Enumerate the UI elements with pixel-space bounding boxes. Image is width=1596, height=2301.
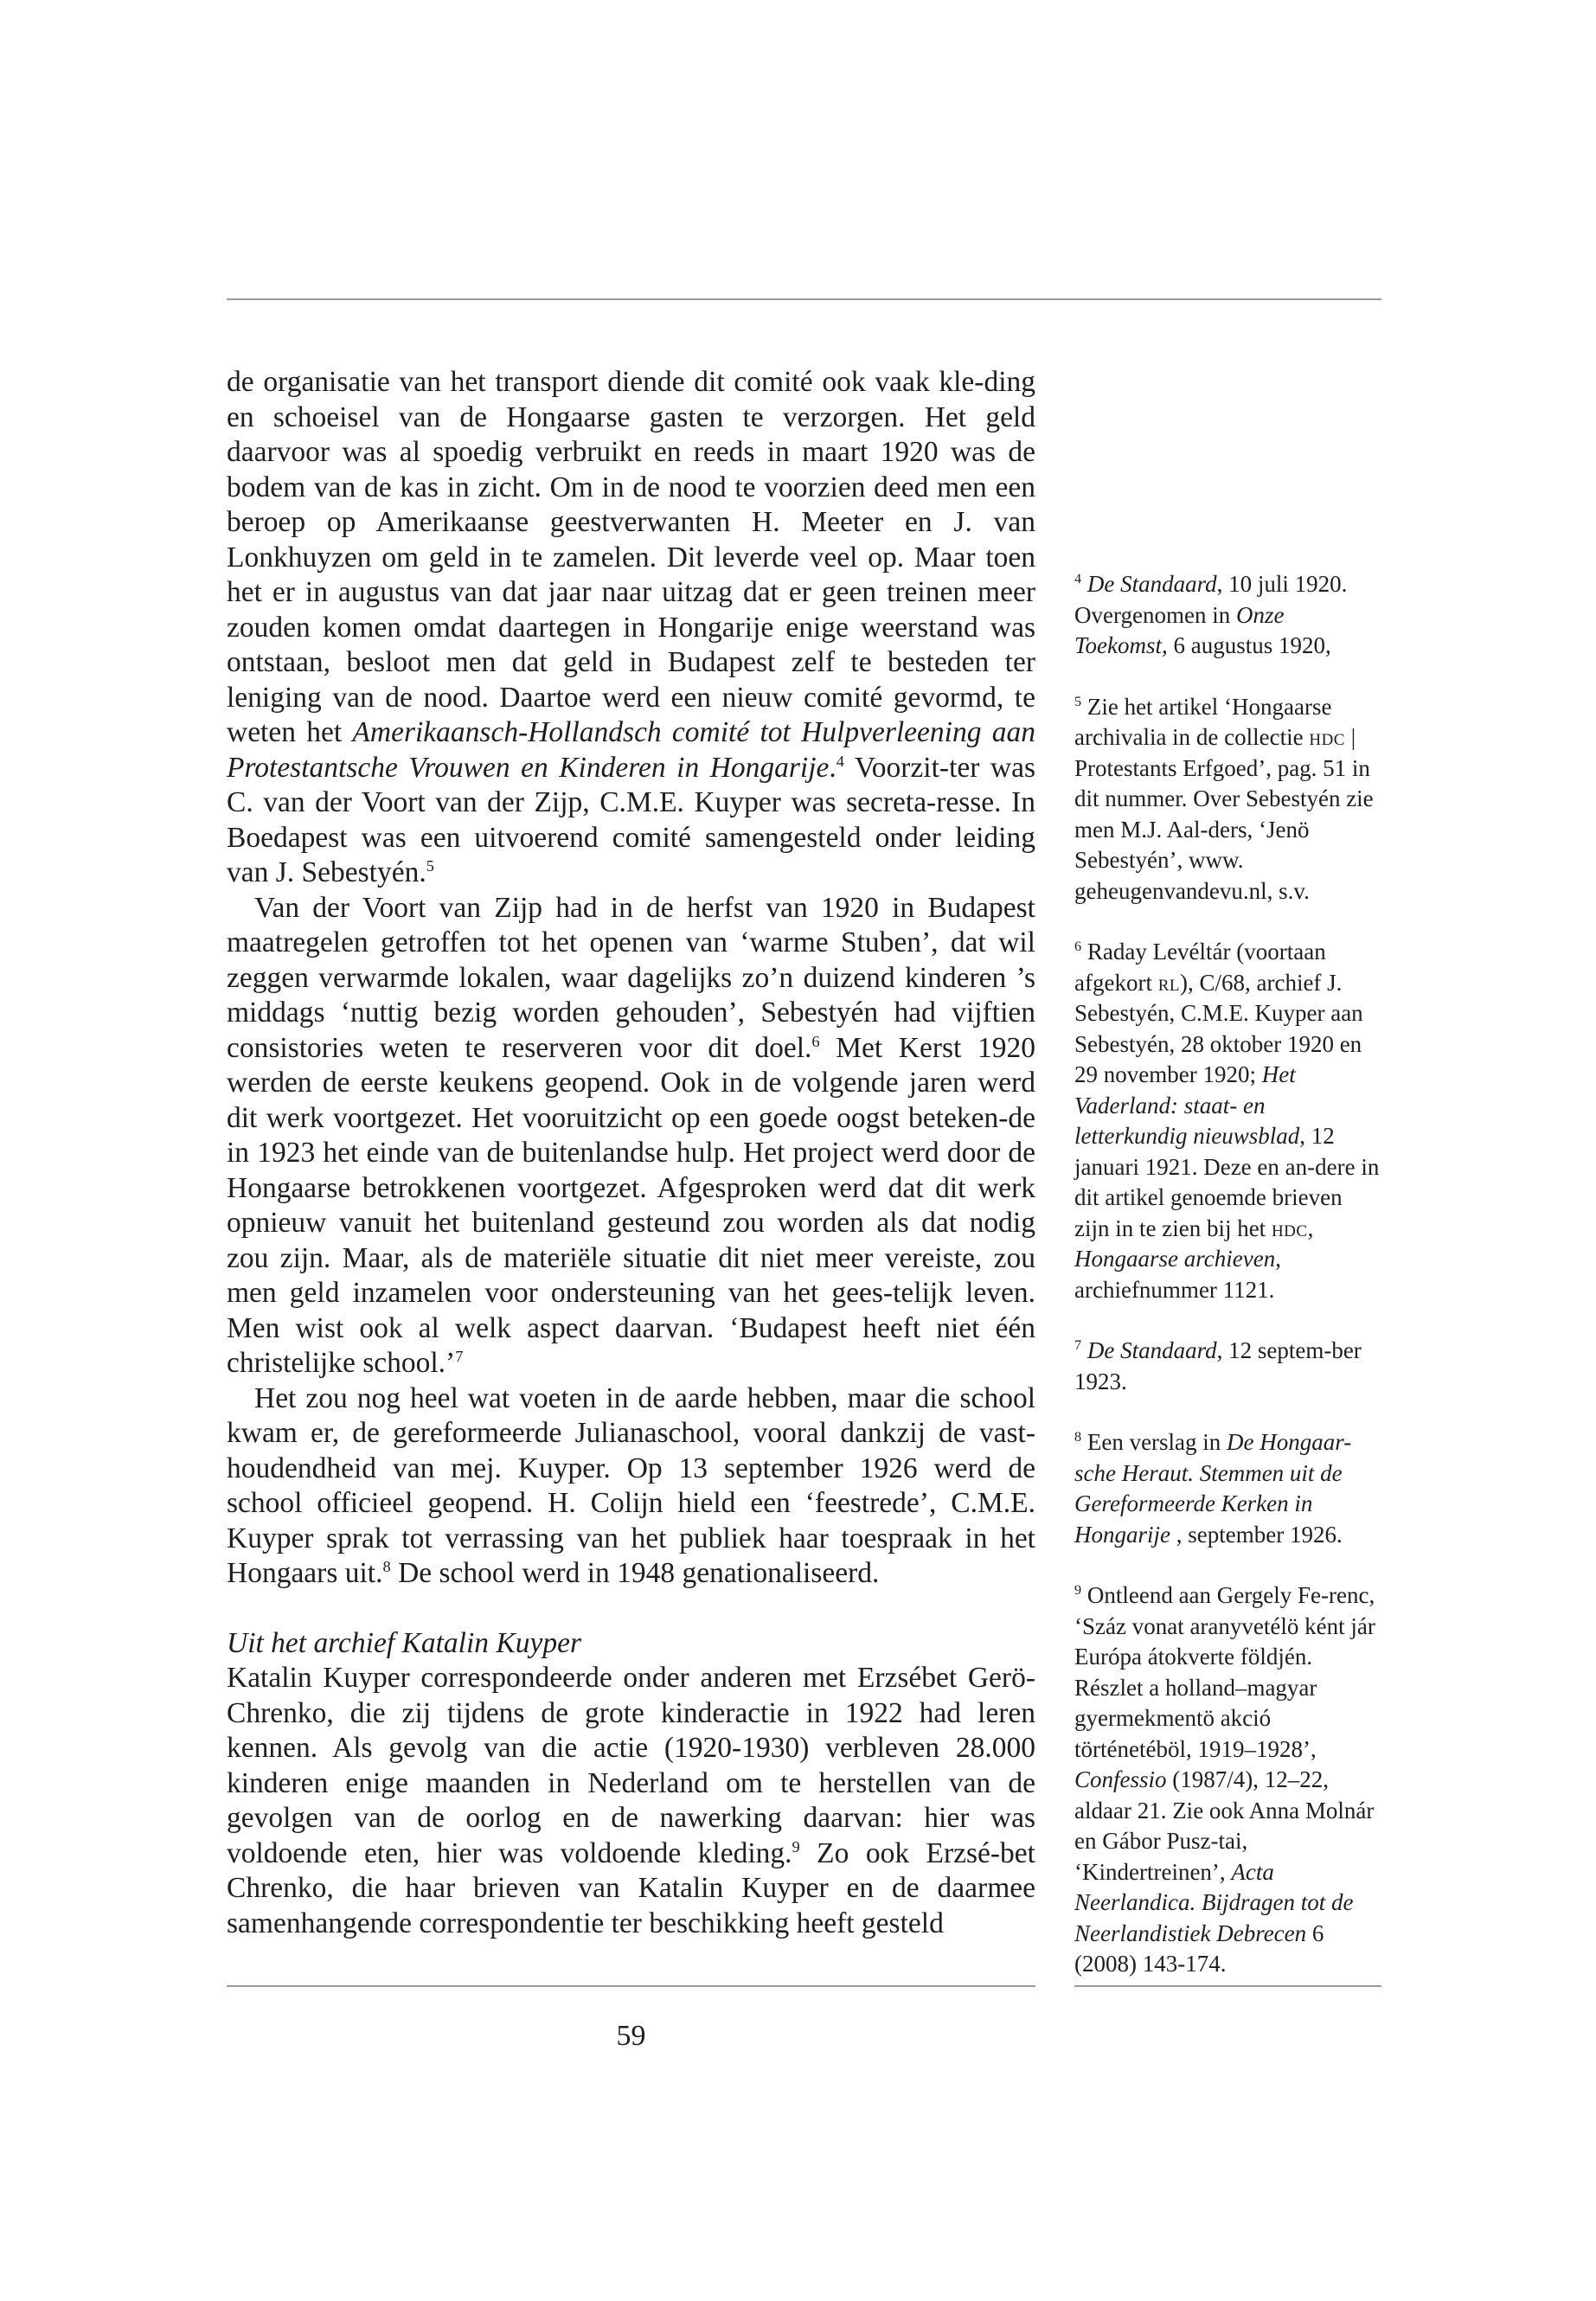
footnotes-column xyxy=(1074,569,1381,2010)
footnote-8: $^8$ Een verslag in De Hongaar-sche Heraut. Stemmen uit de Gereformeerde Kerken in Hongarije , september 1926. xyxy=(1074,1429,1352,1548)
footnote-ref-8[interactable]: 8 xyxy=(382,1557,391,1575)
committee-name: Amerikaansch-Hollandsch comité tot Hulpverleening aan Protestantsche Vrouwen en Kinderen in Hongarije xyxy=(227,716,1035,784)
paragraph-4: Katalin Kuyper correspondeerde onder anderen met Erzsébet Gerö-Chrenko, die zij tijdens de grote kinderactie in 1922 had leren kennen. Als gevolg van die actie (1920-1930) verbleven 28.000 kinderen enige maanden in Nederland om te herstellen van de gevolgen van de oorlog en de nawerking daarvan: hier was voldoende eten, hier was voldoende kleding.$^9$ Zo ook Erzsé-bet Chrenko, die haar brieven van Katalin Kuyper en de daarmee samenhangende correspondentie ter beschikking heeft gesteld xyxy=(227,1662,1035,1939)
paragraph-3: Het zou nog heel wat voeten in de aarde hebben, maar die school kwam er, de gereformeerde Julianaschool, vooral dankzij de vast-houdendheid van mej. Kuyper. Op 13 september 1926 werd de school officieel geopend. H. Colijn hield een ‘feestrede’, C.M.E. Kuyper sprak tot verrassing van het publiek haar toespraak in het Hongaars uit.$^8$ De school werd in 1948 genationaliseerd. xyxy=(227,1381,1035,1589)
footer-rule-left xyxy=(227,1985,1035,1987)
paragraph-2: Van der Voort van Zijp had in de herfst van 1920 in Budapest maatregelen getroffen tot het openen van ‘warme Stuben’, dat wil zeggen verwarmde lokalen, waar dagelijks zo’n duizend kinderen ’s middags ‘nuttig bezig worden gehouden’, Sebestyén had vijftien consistories weten te reserveren voor dit doel.$^6$ Met Kerst 1920 werden de eerste keukens geopend. Ook in de volgende jaren werd dit werk voortgezet. Het vooruitzicht op een goede oogst beteken-de in 1923 het einde van de buitenlandse hulp. Het project werd door de Hongaarse betrokkenen voortgezet. Afgesproken werd dat dit werk opnieuw vanuit het buitenland gesteund zou worden als dat nodig zou zijn. Maar, als de materiële situatie dit niet meer vereiste, zou men geld inzamelen voor ondersteuning van het gees-telijk leven. Men wist ook al welk aspect daarvan. ‘Budapest heeft niet één christelijke school.’$^7$ xyxy=(227,891,1035,1379)
header-rule xyxy=(227,298,1381,300)
page-number: 59 xyxy=(616,2020,646,2052)
footnote-ref-4[interactable]: 4 xyxy=(836,752,844,770)
footnote-ref-7[interactable]: 7 xyxy=(455,1347,464,1365)
footnote-9: $^9$ Ontleend aan Gergely Fe-renc, ‘Száz vonat aranyvetélö ként jár Európa átokverte földjén. Részlet a holland–magyar gyermekmentö akció történetéböl, 1919–1928’, Confessio (1987/4), 12–22, aldaar 21. Zie ook Anna Molnár en Gábor Pusz-tai, ‘Kindertreinen’, Acta Neerlandica. Bijdragen tot de Neerlandistiek Debrecen 6 (2008) 143-174. xyxy=(1074,1582,1375,1977)
main-text-column xyxy=(227,365,1035,1941)
footnote-5: $^5$ Zie het artikel ‘Hongaarse archivalia in de collectie hdc | Protestants Erfgoed’, pag. 51 in dit nummer. Over Sebestyén zie men M.J. Aal-ders, ‘Jenö Sebestyén’, www. geheugenvandevu.nl, s.v. xyxy=(1074,693,1374,904)
paragraph-1: de organisatie van het transport diende dit comité ook vaak kle-ding en schoeisel van de Hongaarse gasten te verzorgen. Het geld daarvoor was al spoedig verbruikt en reeds in maart 1920 was de bodem van de kas in zicht. Om in de nood te voorzien deed men een beroep op Amerikaanse geestverwanten H. Meeter en J. van Lonkhuyzen om geld in te zamelen. Dit leverde veel op. Maar toen het er in augustus van dat jaar naar uitzag dat er geen treinen meer zouden komen omdat daartegen in Hongarije enige weerstand was ontstaan, besloot men dat geld in Budapest zelf te besteden ter leniging van de nood. Daartoe werd een nieuw comité gevormd, te weten het Amerikaansch-Hollandsch comité tot Hulpverleening aan Protestantsche Vrouwen en Kinderen in Hongarije.$^4$ Voorzit-ter was C. van der Voort van der Zijp, C.M.E. Kuyper was secreta-resse. In Boedapest was een uitvoerend comité samengesteld onder leiding van J. Sebestyén.$^5$ xyxy=(227,366,1035,888)
footnote-ref-9[interactable]: 9 xyxy=(792,1837,800,1856)
footnote-4: $^4$ De Standaard, 10 juli 1920. Overgenomen in Onze Toekomst, 6 augustus 1920, xyxy=(1074,571,1348,658)
footnote-ref-6[interactable]: 6 xyxy=(811,1032,820,1050)
footnote-7: $^7$ De Standaard, 12 septem-ber 1923. xyxy=(1074,1337,1362,1394)
footnote-6: $^6$ Raday Levéltár (voortaan afgekort rl), C/68, archief J. Sebestyén, C.M.E. Kuyper aan Sebestyén, 28 oktober 1920 en 29 november 1920; Het Vaderland: staat- en letterkundig nieuwsblad, 12 januari 1921. Deze en an-dere in dit artikel genoemde brieven zijn in te zien bij het hdc, Hongaarse archieven, archiefnummer 1121. xyxy=(1074,939,1380,1303)
footer-rule-right xyxy=(1074,1985,1381,1987)
section-subheading: Uit het archief Katalin Kuyper xyxy=(227,1626,582,1659)
footnote-ref-5[interactable]: 5 xyxy=(426,856,434,875)
